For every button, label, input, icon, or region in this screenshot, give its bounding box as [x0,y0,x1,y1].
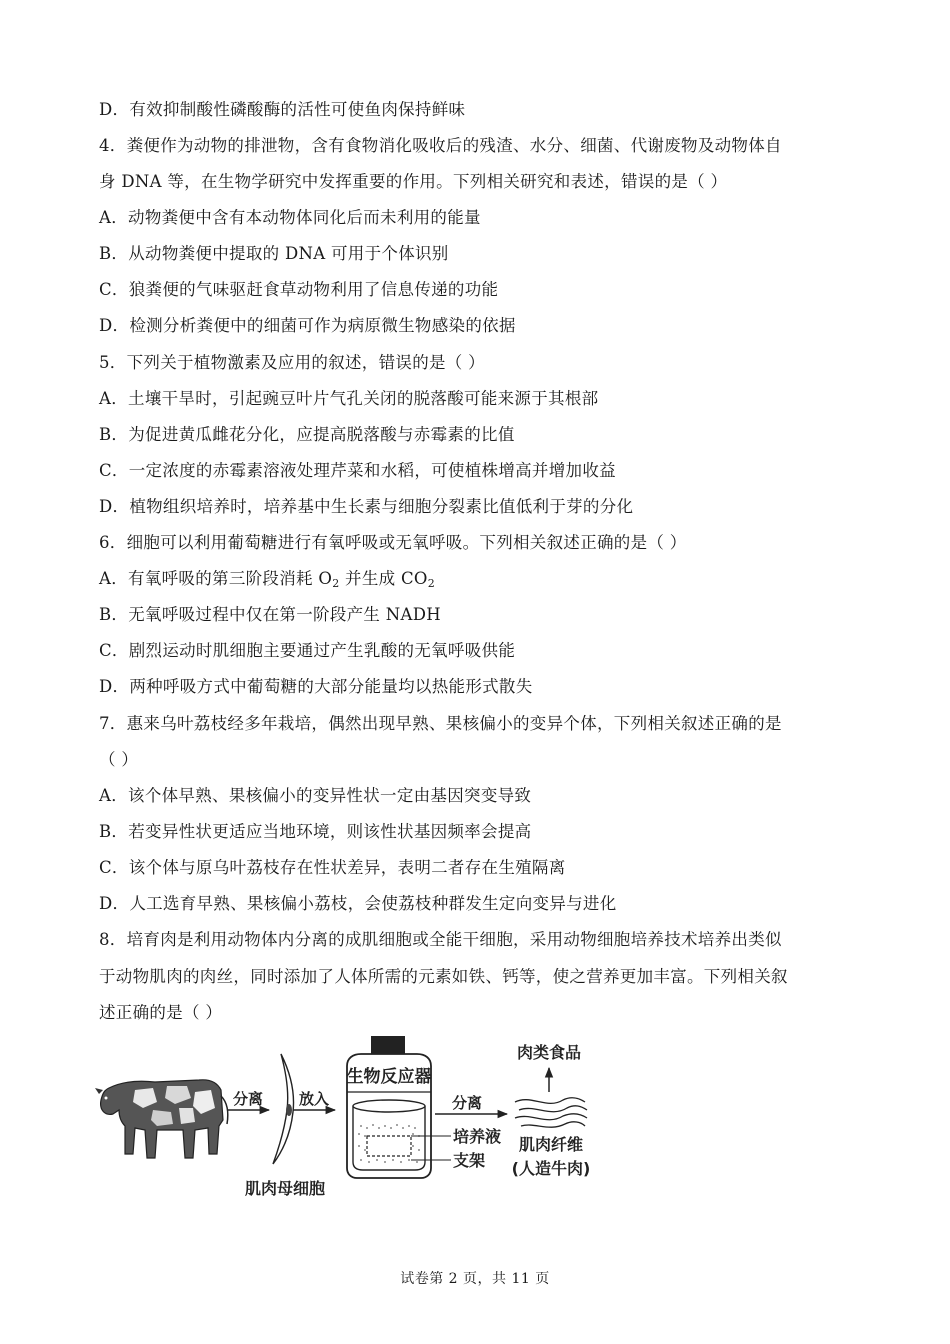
option-6d: D．两种呼吸方式中葡萄糖的大部分能量均以热能形式散失 [99,677,533,696]
option-4b: B．从动物粪便中提取的 DNA 可用于个体识别 [99,244,449,263]
option-4c: C．狼粪便的气味驱赶食草动物利用了信息传递的功能 [99,280,499,299]
diagram-svg [95,1030,615,1210]
option-4a: A．动物粪便中含有本动物体同化后而未利用的能量 [99,208,481,227]
option-6a [99,569,435,589]
question-7-stem-line-1: 7．惠来乌叶荔枝经多年栽培，偶然出现早熟、果核偏小的变异个体，下列相关叙述正确的是 [99,714,782,733]
footer-post: 页 [530,1271,550,1287]
myoblast-cell-illustration [273,1054,294,1164]
option-6a-pre: A．有氧呼吸的第三阶段消耗 O [99,569,333,588]
option-7b: B．若变异性状更适应当地环境，则该性状基因频率会提高 [99,822,532,841]
arrow-separate-2-label: 分离 [451,1094,483,1112]
option-5d: D．植物组织培养时，培养基中生长素与细胞分裂素比值低利于芽的分化 [99,497,634,516]
option-6b: B．无氧呼吸过程中仅在第一阶段产生 NADH [99,605,441,624]
muscle-fiber-illustration [515,1098,587,1127]
bioreactor-label: 生物反应器 [346,1067,432,1087]
footer-mid: 页，共 [458,1271,512,1287]
option-7a: A．该个体早熟、果核偏小的变异性状一定由基因突变导致 [99,786,532,805]
artificial-beef-label: (人造牛肉) [511,1159,591,1178]
scaffold-label: 支架 [453,1151,486,1170]
meat-food-label: 肉类食品 [516,1043,582,1062]
option-5b: B．为促进黄瓜雌花分化，应提高脱落酸与赤霉素的比值 [99,425,515,444]
arrow-separate-1-label: 分离 [232,1090,264,1108]
cultured-meat-diagram [95,1030,615,1210]
muscle-fiber-label: 肌肉纤维 [518,1135,584,1154]
option-3d: D．有效抑制酸性磷酸酶的活性可使鱼肉保持鲜味 [99,100,466,119]
question-8-stem-line-1: 8．培育肉是利用动物体内分离的成肌细胞或全能干细胞，采用动物细胞培养技术培养出类似 [99,930,782,949]
page-footer [0,1268,950,1288]
question-5-stem: 5．下列关于植物激素及应用的叙述，错误的是（ ） [99,353,485,372]
bioreactor [347,1036,431,1178]
cow-illustration [95,1080,228,1158]
option-6a-mid: 并生成 CO [339,569,428,588]
arrow-put-in-label: 放入 [298,1090,330,1108]
question-7-stem-line-2: （ ） [99,750,139,769]
question-4-stem-line-2: 身 DNA 等，在生物学研究中发挥重要的作用。下列相关研究和表述，错误的是（ ） [99,172,728,191]
footer-total-pages: 11 [511,1271,531,1287]
question-6-stem: 6．细胞可以利用葡萄糖进行有氧呼吸或无氧呼吸。下列相关叙述正确的是（ ） [99,533,687,552]
question-4-stem-line-1: 4．粪便作为动物的排泄物，含有食物消化吸收后的残渣、水分、细菌、代谢废物及动物体自 [99,136,782,155]
footer-page-number: 2 [448,1271,459,1287]
medium-label: 培养液 [453,1127,502,1146]
bioreactor-cap [371,1036,405,1054]
myoblast-label: 肌肉母细胞 [244,1179,326,1198]
question-8-stem-line-2: 于动物肌肉的肉丝，同时添加了人体所需的元素如铁、钙等，使之营养更加丰富。下列相关叙 [99,967,788,986]
option-5c: C．一定浓度的赤霉素溶液处理芹菜和水稻，可使植株增高并增加收益 [99,461,616,480]
question-8-stem-line-3: 述正确的是（ ） [99,1003,223,1022]
co2-subscript: 2 [427,577,436,590]
option-7c: C．该个体与原乌叶荔枝存在性状差异，表明二者存在生殖隔离 [99,858,566,877]
o2-subscript: 2 [332,577,340,590]
option-4d: D．检测分析粪便中的细菌可作为病原微生物感染的依据 [99,316,516,335]
option-6c: C．剧烈运动时肌细胞主要通过产生乳酸的无氧呼吸供能 [99,641,516,660]
option-7d: D．人工选育早熟、果核偏小荔枝，会使荔枝种群发生定向变异与进化 [99,894,617,913]
footer-pre: 试卷第 [400,1271,449,1287]
option-5a: A．土壤干旱时，引起豌豆叶片气孔关闭的脱落酸可能来源于其根部 [99,389,599,408]
